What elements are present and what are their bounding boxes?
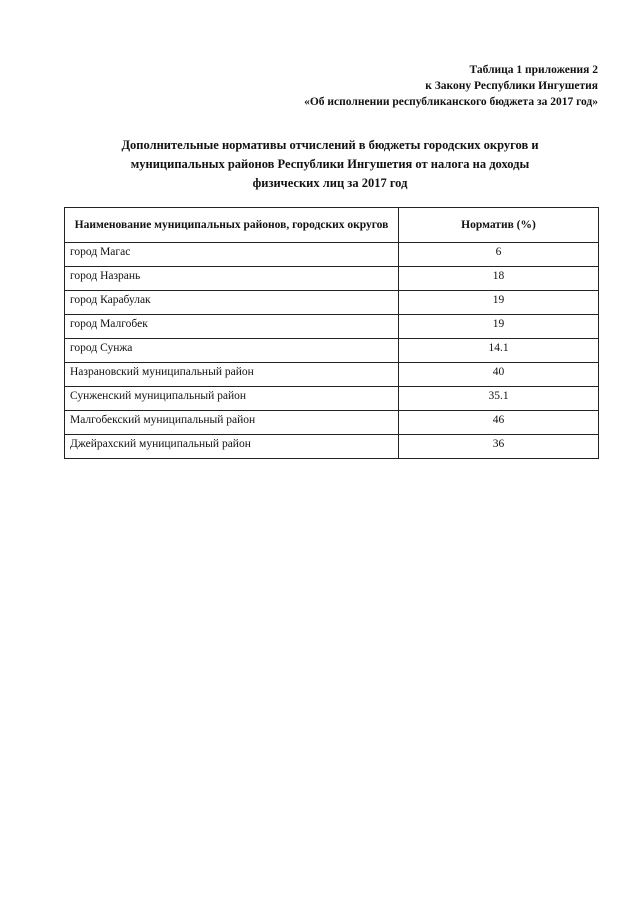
- norm-value: 46: [399, 411, 599, 435]
- norm-value: 36: [399, 435, 599, 459]
- norm-value: 14.1: [399, 339, 599, 363]
- norm-value: 18: [399, 267, 599, 291]
- table-header-row: [65, 208, 599, 243]
- municipality-name: город Сунжа: [65, 339, 399, 363]
- municipality-name: Малгобекский муниципальный район: [65, 411, 399, 435]
- table-row: [65, 315, 599, 339]
- column-header-norm: Норматив (%): [399, 208, 599, 243]
- norm-value: 35.1: [399, 387, 599, 411]
- municipality-name: Назрановский муниципальный район: [65, 363, 399, 387]
- municipality-name: город Карабулак: [65, 291, 399, 315]
- appendix-line-2: к Закону Республики Ингушетия: [425, 80, 598, 92]
- table-row: [65, 363, 599, 387]
- appendix-line-3: «Об исполнении республиканского бюджета за 2017 год»: [304, 96, 598, 108]
- column-header-name: Наименование муниципальных районов, городских округов: [65, 208, 399, 243]
- title-line-3: физических лиц за 2017 год: [252, 176, 408, 190]
- norm-value: 40: [399, 363, 599, 387]
- title-line-1: Дополнительные нормативы отчислений в бюджеты городских округов и: [121, 138, 539, 152]
- municipality-name: город Назрань: [65, 267, 399, 291]
- norm-value: 19: [399, 291, 599, 315]
- table-row: [65, 291, 599, 315]
- municipality-name: Сунженский муниципальный район: [65, 387, 399, 411]
- table-row: [65, 339, 599, 363]
- municipality-name: город Магас: [65, 243, 399, 267]
- table-row: [65, 387, 599, 411]
- document-title: [60, 136, 600, 193]
- title-line-2: муниципальных районов Республики Ингушетия от налога на доходы: [130, 157, 530, 171]
- table-row: [65, 243, 599, 267]
- norms-table: [64, 207, 599, 459]
- municipality-name: город Малгобек: [65, 315, 399, 339]
- municipality-name: Джейрахский муниципальный район: [65, 435, 399, 459]
- table-row: [65, 435, 599, 459]
- table-row: [65, 411, 599, 435]
- norm-value: 19: [399, 315, 599, 339]
- appendix-reference: [304, 62, 598, 110]
- table-row: [65, 267, 599, 291]
- norm-value: 6: [399, 243, 599, 267]
- appendix-line-1: Таблица 1 приложения 2: [469, 64, 598, 76]
